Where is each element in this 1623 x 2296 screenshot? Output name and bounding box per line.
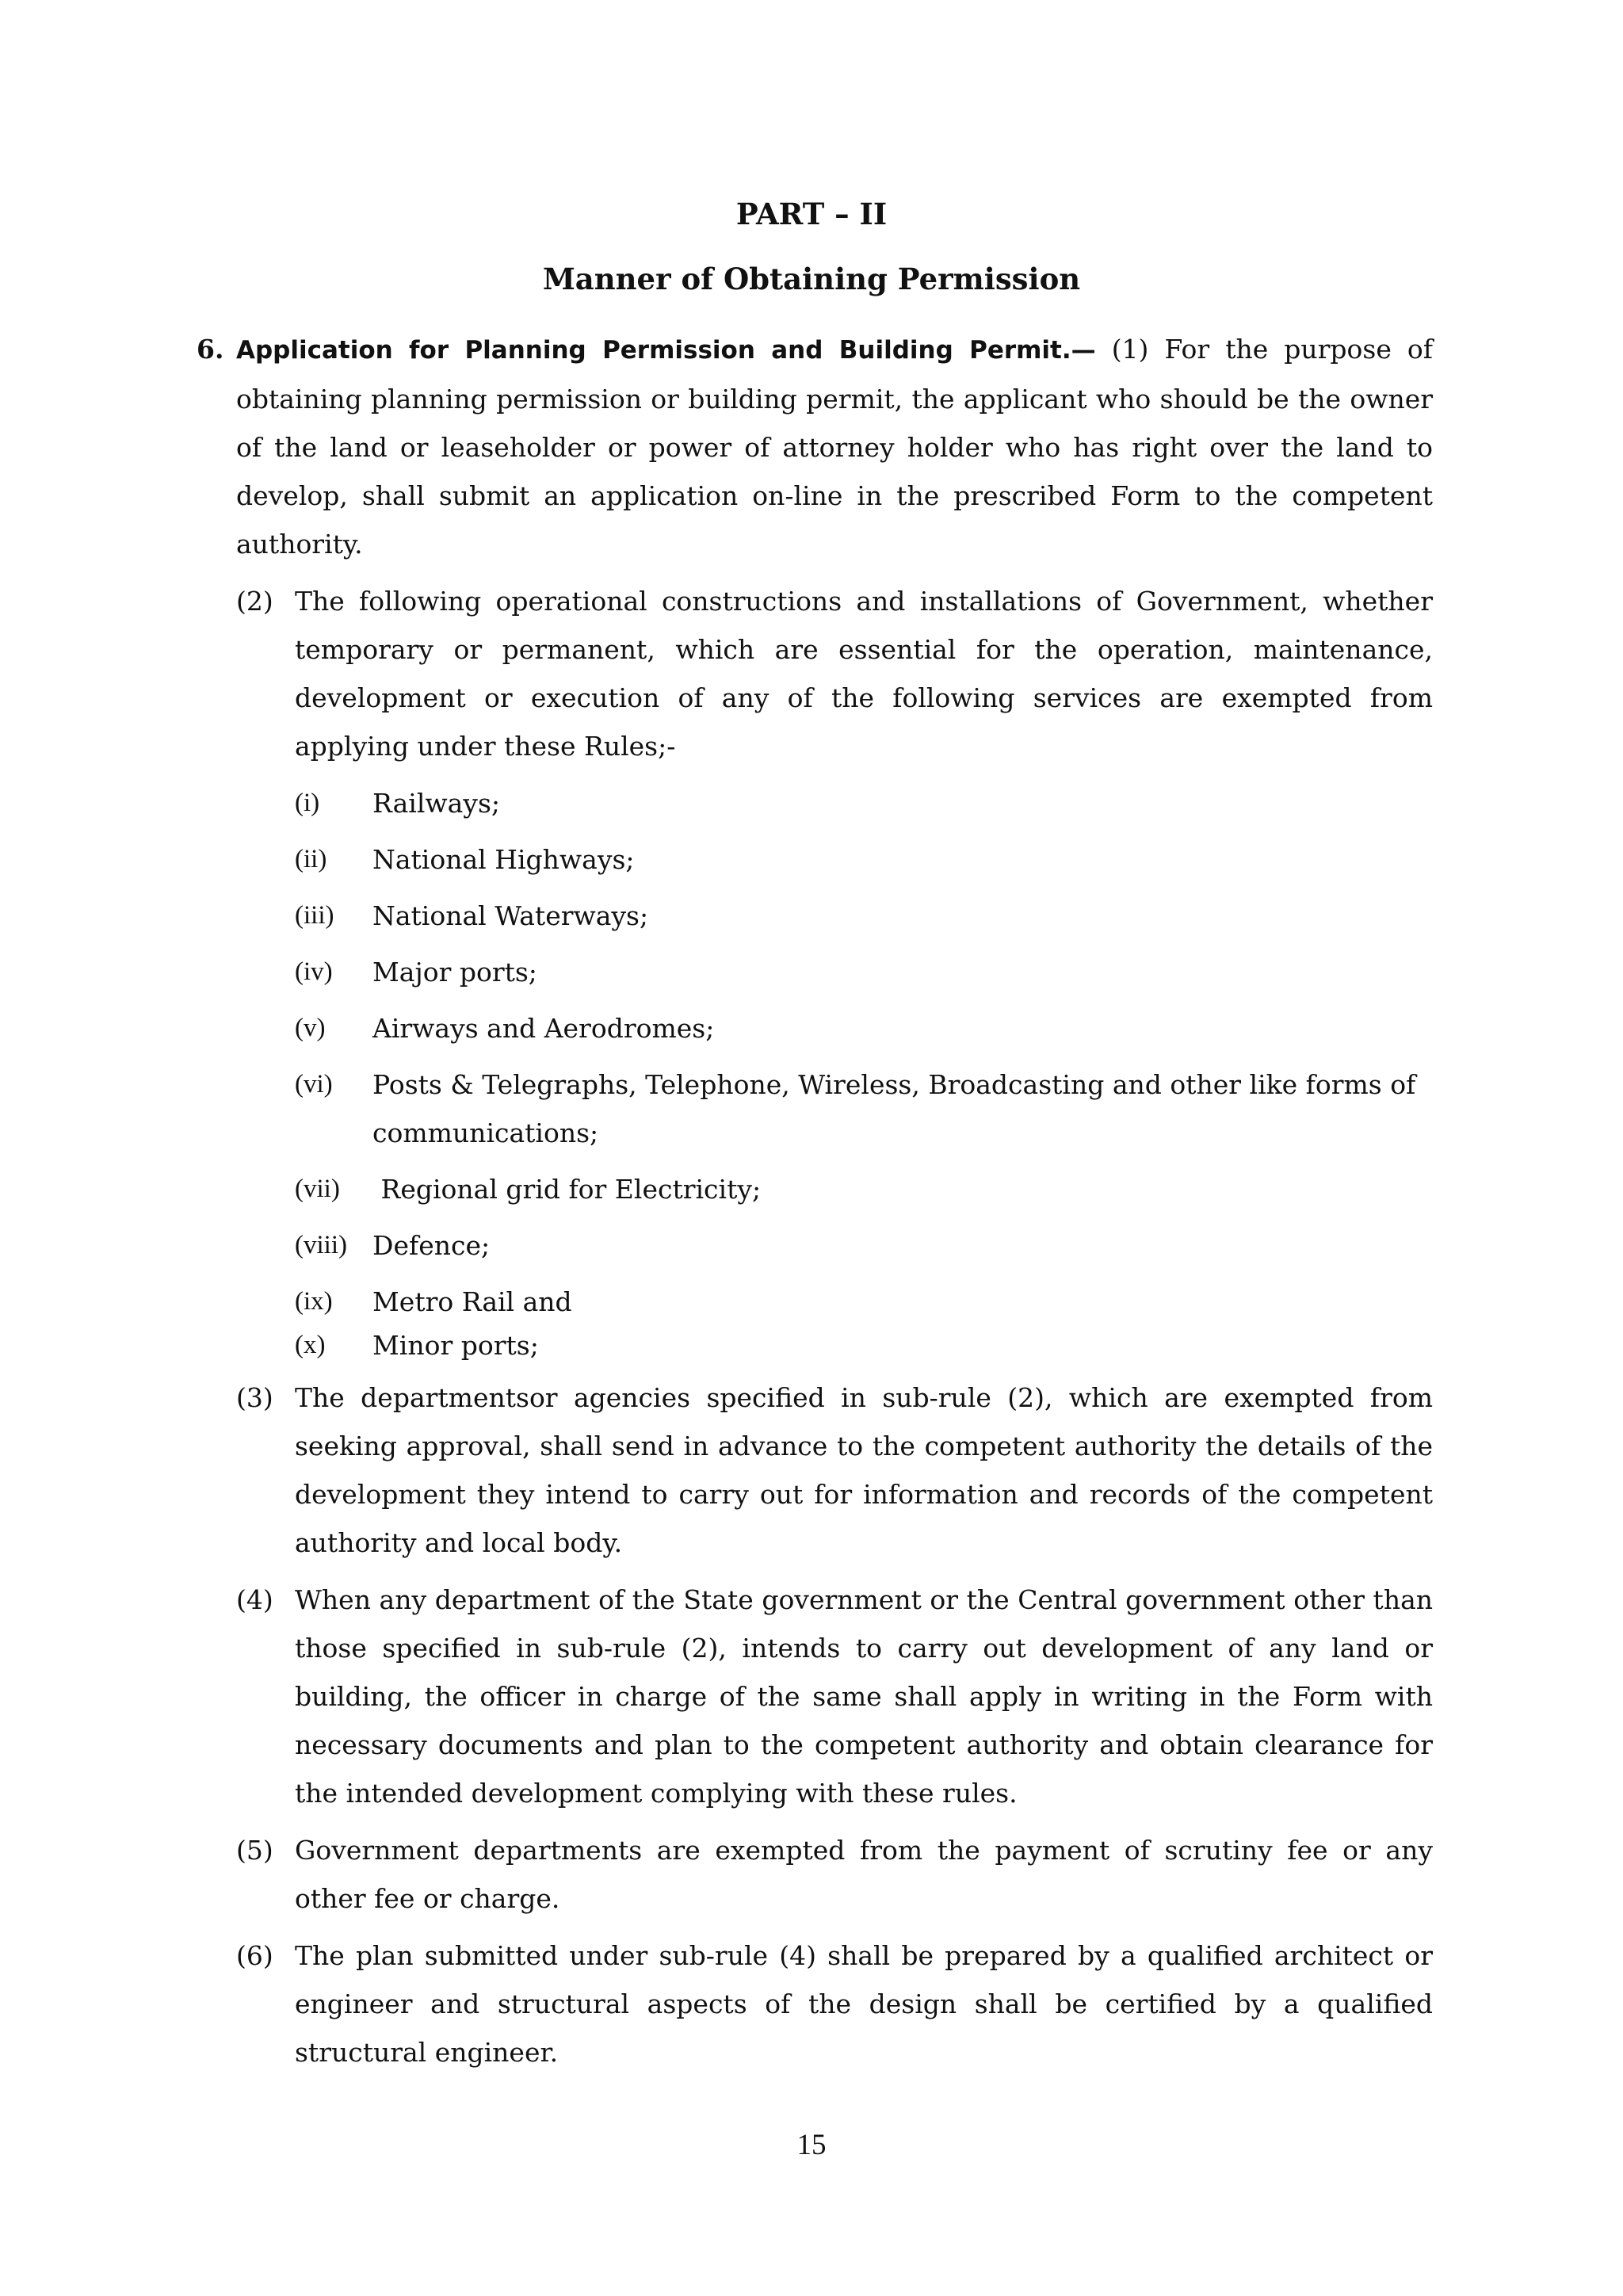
sub-rule-3 (197, 1373, 1433, 1567)
rule-title: Application for Planning Permission and Building Permit.— (236, 336, 1096, 365)
list-item-number: (ix) (295, 1287, 333, 1316)
sub-rule-1-text: (1) For the purpose of obtaining planning permission or building permit, the applicant who should be the owner of the land or leaseholder or power of attorney holder who has right over the land to develop, shall submit an application on-line in the prescribed Form to the competent authority. (236, 334, 1433, 560)
list-item-number: (x) (295, 1331, 326, 1359)
sub-rule-text: When any department of the State government or the Central government other than those specified in sub-rule (2), intends to carry out development of any land or building, the officer in charge of the same shall apply in writing in the Form with necessary documents and plan to the competent authority and obtain clearance for the intended development complying with these rules. (295, 1584, 1433, 1809)
list-item-text: Regional grid for Electricity; (372, 1174, 762, 1205)
document-body (197, 325, 1433, 2076)
list-item-number: (ii) (295, 845, 327, 873)
list-item (197, 892, 1433, 940)
part-heading: PART – II (735, 197, 888, 231)
list-item-text: Defence; (372, 1230, 491, 1261)
list-item-number: (iii) (295, 901, 334, 930)
exempted-services-list (197, 779, 1433, 1370)
page-number: 15 (796, 2129, 827, 2161)
sub-rule-number: (2) (236, 586, 273, 617)
sub-rule-number: (6) (236, 1940, 273, 1971)
list-item-text: Airways and Aerodromes; (372, 1013, 715, 1044)
rule-6 (197, 325, 1433, 568)
list-item-text: Major ports; (372, 957, 537, 988)
list-item-text: Minor ports; (372, 1330, 539, 1361)
list-item-text: Metro Rail and (372, 1286, 572, 1317)
sub-rule-text: The following operational constructions and installations of Government, whether temporary or permanent, which are essential for the operation, maintenance, development or execution of any of the following services are exempted from applying under these Rules;- (295, 586, 1433, 762)
list-item-text: Posts & Telegraphs, Telephone, Wireless, Broadcasting and other like forms of communications; (372, 1069, 1416, 1148)
sub-rule-4 (197, 1576, 1433, 1817)
list-item-text: National Highways; (372, 844, 635, 875)
list-item (197, 1278, 1433, 1326)
sub-rule-text: Government departments are exempted from the payment of scrutiny fee or any other fee or charge. (295, 1835, 1433, 1914)
sub-rule-number: (4) (236, 1584, 273, 1615)
rule-number: 6. (197, 334, 224, 365)
sub-rule-number: (5) (236, 1835, 273, 1866)
sub-rule-5 (197, 1826, 1433, 1923)
sub-rule-6 (197, 1931, 1433, 2076)
list-item (197, 779, 1433, 827)
sub-rule-number: (3) (236, 1382, 273, 1413)
list-item-text: Railways; (372, 788, 501, 819)
sub-rule-2 (197, 577, 1433, 770)
list-item (197, 1221, 1433, 1270)
list-item-text: National Waterways; (372, 900, 649, 931)
list-item (197, 1060, 1433, 1157)
list-item (197, 1165, 1433, 1213)
list-item-number: (vii) (295, 1175, 340, 1203)
list-item (197, 1321, 1433, 1370)
list-item-number: (v) (295, 1014, 326, 1042)
list-item-number: (viii) (295, 1231, 347, 1259)
sub-rule-text: The departmentsor agencies specified in sub-rule (2), which are exempted from seeking approval, shall send in advance to the competent authority the details of the development they intend to carry out for information and records of the competent authority and local body. (295, 1382, 1433, 1558)
list-item (197, 1004, 1433, 1052)
section-title: Manner of Obtaining Permission (542, 262, 1081, 296)
list-item-number: (vi) (295, 1070, 333, 1098)
list-item-number: (i) (295, 789, 320, 817)
list-item (197, 948, 1433, 996)
list-item-number: (iv) (295, 957, 333, 986)
sub-rule-text: The plan submitted under sub-rule (4) shall be prepared by a qualified architect or engineer and structural aspects of the design shall be certified by a qualified structural engineer. (295, 1940, 1433, 2068)
list-item (197, 835, 1433, 884)
